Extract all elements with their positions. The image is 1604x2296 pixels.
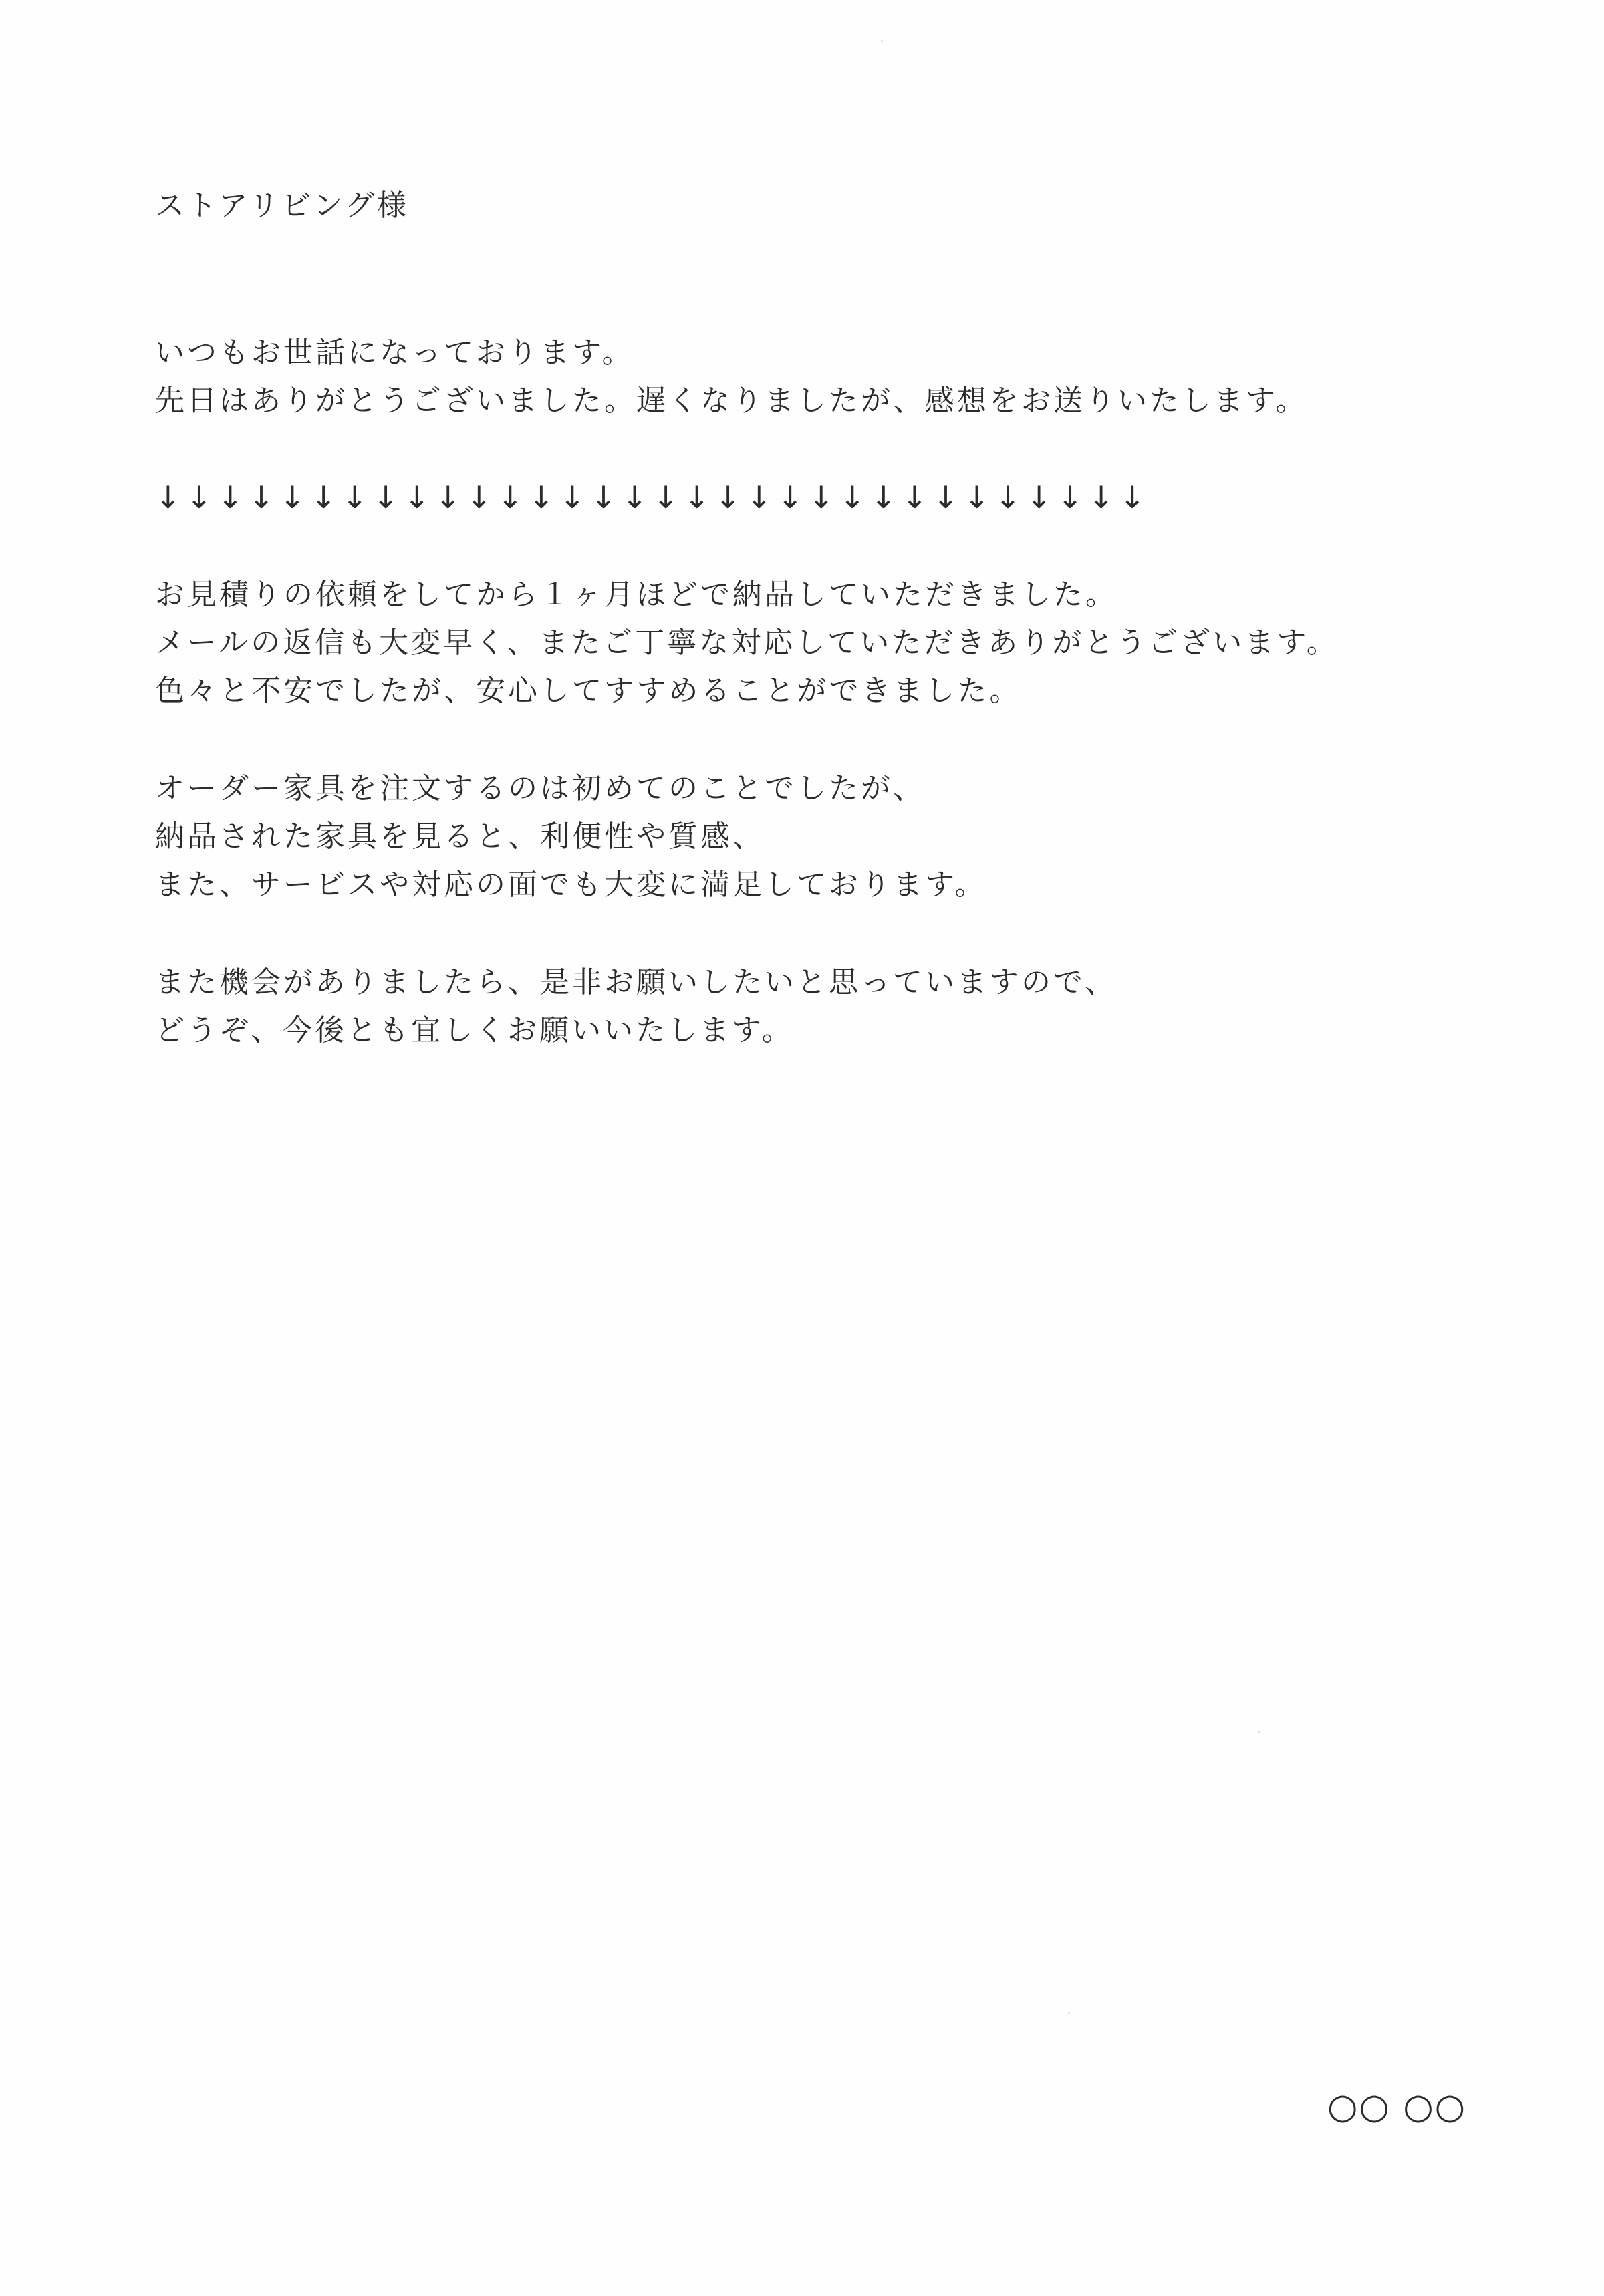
paragraph-3-line-2: どうぞ、今後とも宜しくお願いいたします。 <box>155 1013 794 1047</box>
greeting-line-1: いつもお世話になっております。 <box>155 336 634 370</box>
arrow-divider: ↓↓↓↓↓↓↓↓↓↓↓↓↓↓↓↓↓↓↓↓↓↓↓↓↓↓↓↓↓↓↓↓ <box>155 479 1151 515</box>
paragraph-1-line-1: お見積りの依頼をしてから１ヶ月ほどで納品していただきました。 <box>155 578 1117 612</box>
salutation: ストアリビング様 <box>155 188 410 223</box>
paragraph-2-line-1: オーダー家具を注文するのは初めてのことでしたが、 <box>155 771 925 805</box>
paragraph-1-line-2: メールの返信も大変早く、またご丁寧な対応していただきありがとうございます。 <box>155 626 1339 660</box>
paper-speck <box>881 40 883 42</box>
paper-speck <box>1258 1731 1260 1733</box>
paragraph-3-line-1: また機会がありましたら、是非お願いしたいと思っていますので、 <box>155 965 1117 999</box>
paragraph-1-line-3: 色々と不安でしたが、安心してすすめることができました。 <box>155 674 1022 708</box>
paragraph-2-line-2: 納品された家具を見ると、利便性や質感、 <box>155 819 765 854</box>
signature: ○○ ○○ <box>1327 2087 1466 2127</box>
paper-speck <box>1068 2012 1070 2014</box>
paragraph-2-line-3: また、サービスや対応の面でも大変に満足しております。 <box>155 868 987 902</box>
greeting-line-2: 先日はありがとうございました。遅くなりましたが、感想をお送りいたします。 <box>155 384 1308 418</box>
